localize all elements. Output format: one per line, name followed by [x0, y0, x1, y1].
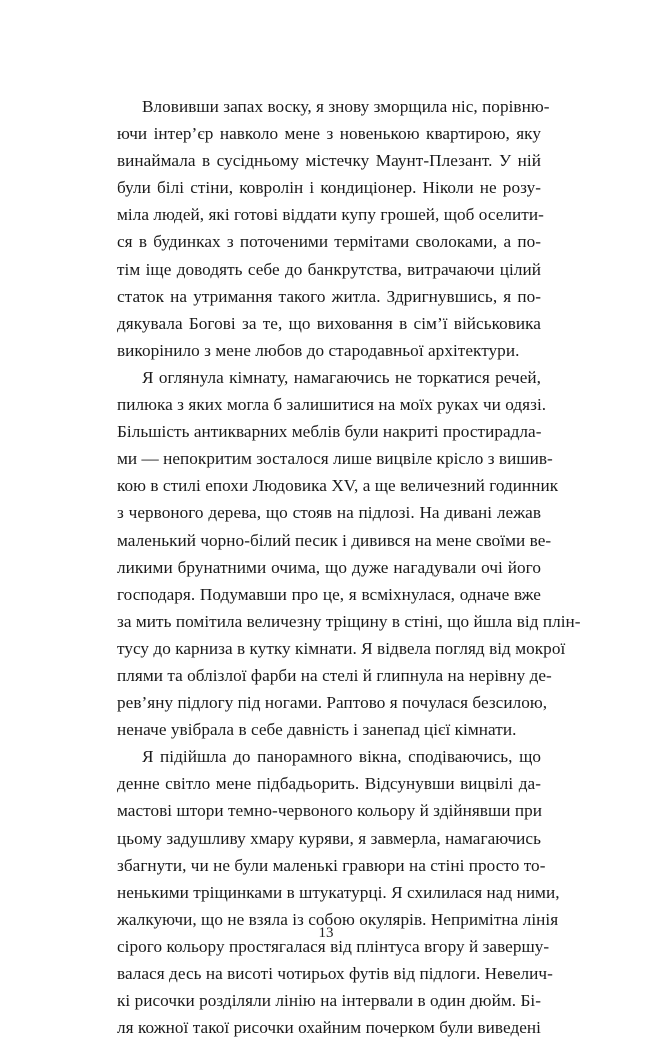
text-line: денне світло мене підбадьорить. Відсунувши вицвілі да-	[117, 774, 541, 794]
text-line: неначе увібрала в себе давність і занепад цієї кімнати.	[117, 720, 517, 740]
text-line: викорінило з мене любов до стародавньої архітектури.	[117, 340, 520, 360]
text-line: сірого кольору простягалася від плінтуса вгору й завершу-	[117, 936, 550, 956]
text-line: цьому задушливу хмару куряви, я завмерла, намагаючись	[117, 828, 541, 848]
text-line: за мить помітила величезну тріщину в стіні, що йшла від плін-	[117, 611, 581, 631]
text-line: ючи інтер’єр навколо мене з новенькою квартирою, яку	[117, 124, 541, 144]
text-line: Я оглянула кімнату, намагаючись не торкатися речей,	[142, 367, 541, 387]
text-line: дякувала Богові за те, що виховання в сім’ї військовика	[117, 313, 541, 333]
page-number: 13	[318, 925, 334, 941]
text-line: ненькими тріщинками в штукатурці. Я схилилася над ними,	[117, 882, 560, 902]
text-line: ля кожної такої рисочки охайним почерком були виведені	[117, 1018, 541, 1038]
text-line: з червоного дерева, що стояв на підлозі. На дивані лежав	[117, 503, 541, 523]
paragraph-1	[117, 93, 550, 364]
paragraph-3	[117, 743, 560, 1041]
text-line: плями та облізлої фарби на стелі й глипнула на нерівну де-	[117, 665, 552, 685]
text-line: кою в стилі епохи Людовика XV, а ще величезний годинник	[117, 476, 559, 496]
paragraph-2	[117, 364, 581, 743]
text-line: міла людей, які готові віддати купу грошей, щоб оселити-	[117, 205, 544, 225]
text-line: рев’яну підлогу під ногами. Раптово я почулася безсилою,	[117, 693, 548, 713]
text-line: жалкуючи, що не взяла із собою окулярів. Непримітна лінія	[117, 909, 559, 929]
text-line: мастові штори темно-червоного кольору й здійнявши при	[117, 801, 542, 821]
text-line: були білі стіни, ковролін і кондиціонер. Ніколи не розу-	[117, 178, 541, 198]
text-line: ликими брунатними очима, що дуже нагадували очі його	[117, 557, 541, 577]
text-line: маленький чорно-білий песик і дивився на мене своїми ве-	[117, 530, 552, 550]
text-line: пилюка з яких могла б залишитися на моїх руках чи одязі.	[117, 395, 547, 415]
text-line: ми — непокритим зосталося лише вицвіле крісло з вишив-	[117, 449, 553, 469]
text-line: збагнути, чи не були маленькі гравюри на стіні просто то-	[117, 855, 546, 875]
page-text-block	[117, 93, 581, 1041]
text-line: тусу до карниза в кутку кімнати. Я відвела погляд від мокрої	[117, 638, 566, 658]
text-line: Я підійшла до панорамного вікна, сподіваючись, що	[142, 747, 541, 767]
text-line: Вловивши запах воску, я знову зморщила ніс, порівню-	[142, 97, 550, 116]
text-line: ся в будинках з поточеними термітами сволоками, а по-	[117, 232, 541, 252]
text-line: винаймала в сусідньому містечку Маунт-Плезант. У ній	[117, 151, 541, 171]
text-line: господаря. Подумавши про це, я всміхнулася, одначе вже	[117, 584, 541, 604]
text-line: статок на утримання такого житла. Здригнувшись, я по-	[117, 286, 541, 306]
text-line: кі рисочки розділяли лінію на інтервали в один дюйм. Бі-	[117, 991, 541, 1011]
text-line: Більшість антикварних меблів були накриті простирадла-	[117, 422, 542, 442]
text-line: валася десь на висоті чотирьох футів від підлоги. Невелич-	[117, 964, 553, 983]
text-line: тім іще доводять себе до банкрутства, витрачаючи цілий	[117, 259, 541, 279]
